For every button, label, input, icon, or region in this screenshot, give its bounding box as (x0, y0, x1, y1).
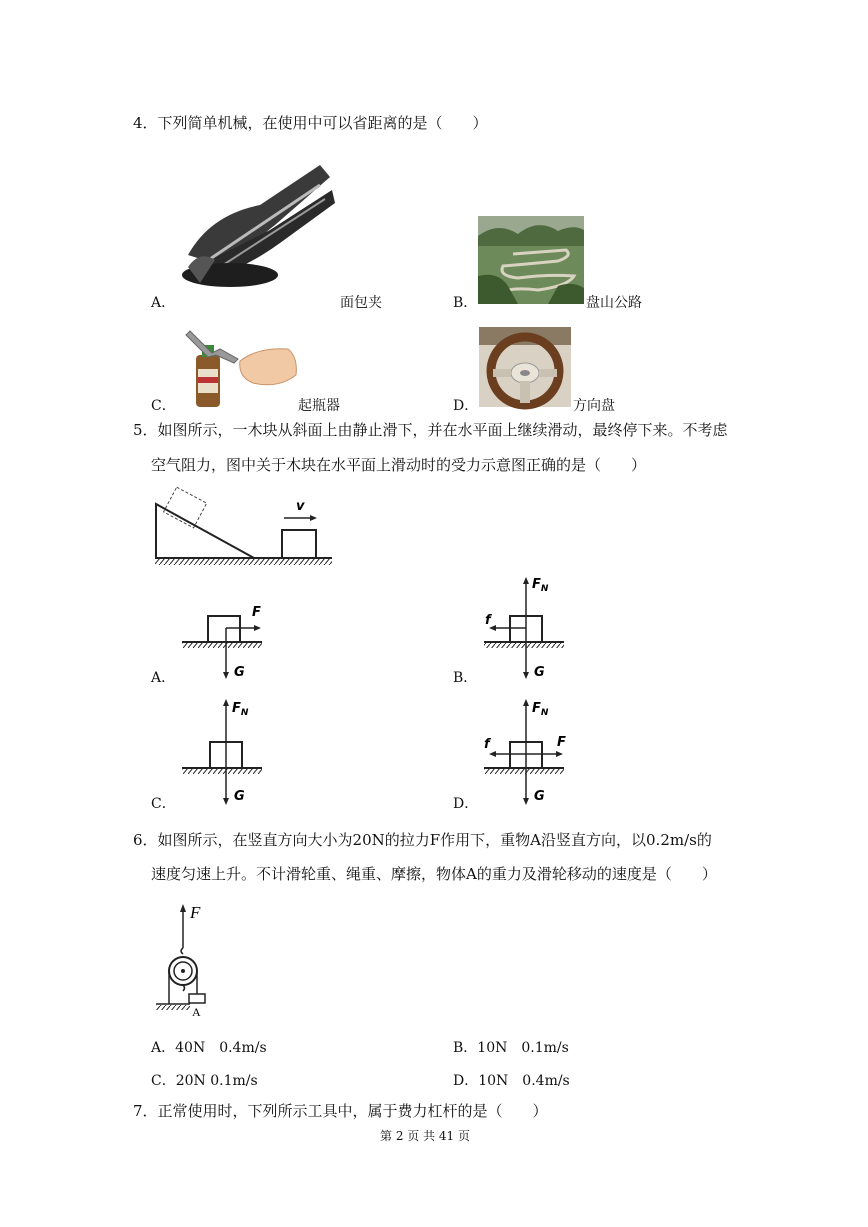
pulley-figure (150, 898, 225, 1018)
option-a[interactable] (151, 1037, 267, 1057)
question-6-line1 (133, 830, 712, 850)
force-label-g: G (234, 789, 245, 804)
force-label-g: G (534, 789, 545, 804)
question-5-line2: 空气阻力，图中关于木块在水平面上滑动时的受力示意图正确的是（ ） (151, 456, 647, 474)
option-letter: B． (453, 295, 478, 311)
question-4 (133, 113, 488, 133)
option-letter: C． (151, 796, 176, 812)
option-text: 20N 0.1m/s (175, 1073, 258, 1089)
question-5-line1 (133, 420, 728, 440)
option-d[interactable] (453, 1070, 570, 1090)
option-letter: D． (453, 398, 479, 414)
option-letter: D． (453, 796, 479, 812)
option-text: 10N 0.4m/s (478, 1073, 570, 1089)
force-diagram-a (178, 600, 268, 682)
velocity-label: v (296, 499, 305, 514)
option-c[interactable] (151, 395, 176, 415)
question-6-line2: 速度匀速上升。不计滑轮重、绳重、摩擦，物体A的重力及滑轮移动的速度是（ ） (151, 865, 717, 883)
force-label-fn: $F_N$ (232, 701, 249, 718)
option-letter: C． (151, 398, 176, 414)
weight-label: A (192, 1005, 201, 1019)
force-label-fn: $F_N$ (532, 577, 549, 594)
mountain-road-photo (478, 216, 584, 304)
option-b[interactable] (453, 1037, 569, 1057)
option-text: 10N 0.1m/s (477, 1040, 569, 1056)
force-diagram-d (480, 696, 575, 806)
option-c-caption: 起瓶器 (298, 398, 340, 414)
option-b[interactable] (453, 667, 477, 687)
option-letter: A． (151, 1040, 176, 1056)
option-c[interactable] (151, 1070, 258, 1090)
question-number: 7． (133, 1102, 158, 1120)
force-label: F (190, 903, 201, 922)
option-letter: D． (453, 1073, 479, 1089)
question-text: 如图所示，在竖直方向大小为20N的拉力F作用下，重物A沿竖直方向，以0.2m/s的 (157, 831, 712, 849)
option-text: 40N 0.4m/s (175, 1040, 267, 1056)
option-letter: A． (151, 295, 176, 311)
option-b-caption: 盘山公路 (586, 295, 642, 311)
bread-tongs-photo (180, 155, 338, 290)
option-d[interactable] (453, 395, 478, 415)
question-text: 如图所示，一木块从斜面上由静止滑下，并在水平面上继续滑动，最终停下来。不考虑 (157, 421, 728, 439)
option-letter: C． (151, 1073, 176, 1089)
incline-figure (150, 486, 335, 571)
option-letter: A． (151, 670, 176, 686)
question-text: 正常使用时，下列所示工具中，属于费力杠杆的是（ ） (157, 1102, 548, 1120)
option-b[interactable] (453, 292, 477, 312)
question-number: 6． (133, 831, 158, 849)
steering-wheel-photo (479, 327, 571, 407)
option-a[interactable] (151, 667, 175, 687)
page-footer: 第 2 页 共 41 页 (380, 1129, 470, 1143)
force-label-f: F (252, 605, 261, 620)
force-label-fn: $F_N$ (532, 701, 549, 718)
force-label-g: G (534, 665, 545, 680)
force-label-f: F (557, 735, 566, 750)
option-a-caption: 面包夹 (340, 295, 382, 311)
question-number: 4． (133, 114, 158, 132)
force-label-g: G (234, 665, 245, 680)
option-c[interactable] (151, 793, 176, 813)
force-diagram-b (480, 572, 570, 682)
question-7 (133, 1101, 548, 1121)
option-d[interactable] (453, 793, 478, 813)
question-number: 5． (133, 421, 158, 439)
force-label-f: f (485, 613, 491, 628)
option-d-caption: 方向盘 (573, 398, 615, 414)
force-label-f-small: f (484, 737, 490, 752)
bottle-opener-photo (178, 327, 298, 407)
option-letter: B． (453, 1040, 478, 1056)
option-letter: B． (453, 670, 478, 686)
option-a[interactable] (151, 292, 175, 312)
question-text: 下列简单机械，在使用中可以省距离的是（ ） (157, 114, 488, 132)
force-diagram-c (178, 696, 268, 806)
